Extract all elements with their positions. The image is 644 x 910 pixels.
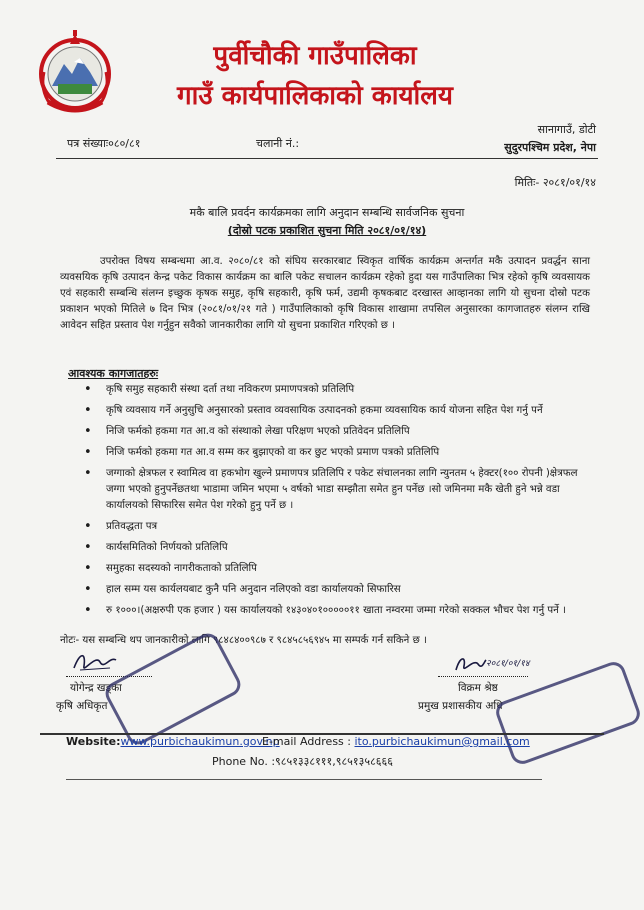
list-item: • निजि फर्मको हकमा गत आ.व को संस्थाको लेखा परिक्षण भएको प्रतिवेदन प्रतिलिपि [78, 424, 598, 440]
left-signature-icon [70, 648, 120, 676]
list-item: • हाल सम्म यस कार्यलयबाट कुनै पनि अनुदान नलिएको वडा कार्यालयको सिफारिस [78, 582, 598, 598]
org-subtitle: गाउँ कार्यपालिकाको कार्यालय [177, 81, 453, 111]
phone-number: ९८५१३३८१११,९८५१३५८६६६ [275, 755, 393, 768]
notice-body: उपरोक्त विषय सम्बन्धमा आ.व. २०८०/८१ को संघिय सरकारबाट स्विकृत वार्षिक कार्यक्रम अन्तर्गत मकै उत्पादन प्रवर्द्धन साना व्यवसयिक कृषि उत्पादन केन्द्र पकेट विकास कार्यक्रम का बालि पकेट सचालन कार्यक्रम रहेको हुदा यस गाउँपालिका भित्र रहेको कृषि व्यवसायक एवं सहकारी सम्बन्धि संलग्न इच्छुक कृषक समुह, कृषि सहकारी, कृषि फर्म, उद्यमी कृषकबाट दरखास्त आव्हानका लागि यो सुचना दोस्रो पटक प्रकाशन भएको मितिले ७ दिन भित्र (२०८१/०१/२१ गते ) गाउँपालिकाको कृषि विकास शाखामा तपसिल अनुसारका कागजातहरु संलग्न राखि आवेदन सहित प्रस्ताव पेश गर्नुहुन सवैको जानकारीका लागि यो सुचना प्रकाशित गरिएको छ । [60, 256, 590, 331]
contact-note: नोटः- यस सम्बन्धि थप जानकारीको लागि ९८४८४००९८७ र ९८४५८५६९४५ मा सम्पर्क गर्न सकिने छ । [60, 635, 427, 646]
list-item: • रु १०००।(अक्षरुपी एक हजार ) यस कार्यालयको १४३०४०१०००००११ खाता नम्वरमा जम्मा गरेको सक्कल भौचर पेश गर्नु पर्ने । [78, 603, 598, 619]
list-item: • जग्गाको क्षेत्रफल र स्वामित्व वा हकभोग खुल्ने प्रमाणपत्र प्रतिलिपि र पकेट संचालनका लागि न्युनतम ५ हेक्टर(१०० रोपनी )क्षेत्रफल जग्गा भएको हुनुपर्नेछतथा भाडामा जमिन भएमा ५ वर्षको भाडा सम्झौता समेत हुन पर्नेछ ।सो जमिनमा मकै खेती हुने भन्ने वडा कार्यालयको सिफारिस समेत पेश गरेको हुनु पर्ने छ । [78, 466, 598, 514]
list-item: • कार्यसमितिको निर्णयको प्रतिलिपि [78, 540, 598, 556]
notice-subject-second-text: (दोस्रो पटक प्रकाशित सुचना मिति २०८१/०१/१४) [227, 224, 427, 237]
website-label: Website: [66, 735, 121, 748]
list-item: • समुहका सदस्यको नागरीकताको प्रतिलिपि [78, 561, 598, 577]
org-title: पुर्वीचौकी गाउँपालिका [213, 41, 417, 71]
right-signatory-role: प्रमुख प्रशासकीय अधि [418, 700, 503, 712]
dispatch-number: चलानी नं.: [256, 137, 300, 150]
left-signatory-role: कृषि अधिकृत [56, 700, 108, 712]
footer-email [262, 735, 530, 748]
email-label: E-mail Address : [262, 735, 351, 748]
right-signature-icon [452, 652, 488, 676]
left-office-stamp-icon [101, 629, 244, 748]
list-item: • निजि फर्मको हकमा गत आ.व सम्म कर बुझाएको वा कर छुट भएको प्रमाण पत्रको प्रतिलिपि [78, 445, 598, 461]
footer-website [66, 735, 280, 748]
footer-bottom-rule [66, 779, 542, 780]
list-item: • कृषि समुह सहकारी संस्था दर्ता तथा नविकरण प्रमाणपत्रको प्रतिलिपि [78, 382, 598, 398]
address-line-1: सानागाउँ, डोटी [537, 123, 596, 136]
notice-subject-second [56, 223, 598, 238]
right-signatory-name: विक्रम श्रेष्ठ [458, 682, 498, 694]
right-signature-date: २०८१/०१/१४ [486, 659, 530, 669]
right-officer-stamp-icon [493, 659, 643, 768]
notice-date: मितिः- २०८१/०१/१४ [514, 176, 596, 189]
documents-heading: आवश्यक कागजातहरुः [68, 367, 159, 380]
documents-list [78, 382, 598, 624]
email-link[interactable]: ito.purbichaukimun@gmail.com [354, 735, 530, 748]
left-signatory-name: योगेन्द्र खड्का [70, 682, 122, 694]
nepal-emblem-icon [34, 28, 116, 116]
notice-subject: मकै बालि प्रवर्दन कार्यक्रमका लागि अनुदान सम्बन्धि सार्वजनिक सुचना [189, 206, 465, 219]
list-item: • प्रतिवद्धता पत्र [78, 519, 598, 535]
address-line-2: सुदुरपश्चिम प्रदेश, नेपा [504, 141, 596, 154]
reference-number: पत्र संख्याः०८०/८१ [67, 137, 141, 150]
list-item: • कृषि व्यवसाय गर्ने अनुसुचि अनुसारको प्रस्ताव व्यवसायिक उत्पादनको हकमा व्यवसायिक कार्य योजना सहित पेश गर्नु पर्ने [78, 403, 598, 419]
right-signature-line [438, 676, 528, 677]
phone-label: Phone No. : [212, 755, 276, 768]
footer-phone [212, 754, 393, 769]
header-divider [56, 158, 598, 159]
website-link[interactable]: www.purbichaukimun.gov.np [120, 735, 280, 748]
